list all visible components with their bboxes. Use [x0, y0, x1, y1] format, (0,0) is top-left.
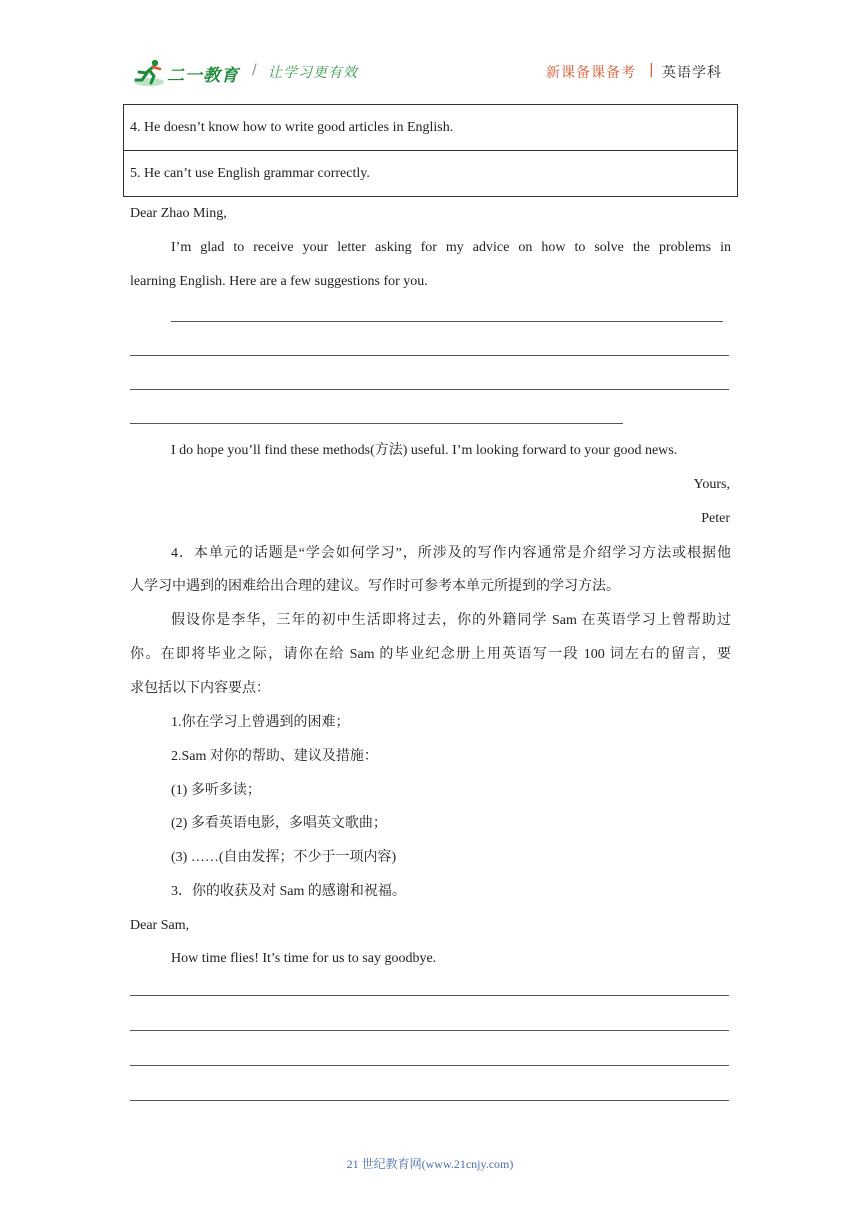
table-cell: 4. He doesn’t know how to write good articles in English. — [124, 105, 738, 151]
task4-point1: 1.你在学习上曾遇到的困难； — [171, 715, 350, 730]
logo — [133, 58, 243, 88]
header-tagline: 新课备课备考 — [546, 65, 636, 81]
answer-line[interactable] — [130, 1100, 729, 1101]
letter1-salutation: Dear Zhao Ming, — [130, 206, 227, 221]
table-row — [124, 105, 738, 151]
letter1-signature: Peter — [701, 511, 730, 526]
task4-intro-line2: 人学习中遇到的困难给出合理的建议。写作时可参考本单元所提到的学习方法。 — [130, 579, 620, 594]
letter2-opening: How time flies! It’s time for us to say goodbye. — [171, 951, 437, 966]
header-subject: 英语学科 — [662, 65, 722, 81]
letter1-signoff: Yours, — [693, 477, 730, 492]
slogan: 让学习更有效 — [268, 65, 358, 81]
answer-line[interactable] — [130, 1065, 729, 1066]
table-cell: 5. He can’t use English grammar correctly. — [124, 151, 738, 197]
answer-line[interactable] — [130, 995, 729, 996]
task4-sub2: (2) 多看英语电影，多唱英文歌曲； — [171, 816, 387, 831]
answer-line[interactable] — [130, 389, 729, 390]
slogan-separator: / — [252, 62, 257, 78]
task4-point2: 2.Sam 对你的帮助、建议及措施： — [171, 749, 378, 764]
answer-line[interactable] — [171, 321, 723, 322]
answer-line[interactable] — [130, 355, 729, 356]
task4-intro-line1: 4．本单元的话题是“学会如何学习”，所涉及的写作内容通常是介绍学习方法或根据他 — [171, 546, 731, 561]
task4-prompt-line1: 假设你是李华，三年的初中生活即将过去，你的外籍同学 Sam 在英语学习上曾帮助过 — [171, 613, 731, 628]
answer-line[interactable] — [130, 1030, 729, 1031]
letter1-body-line1: I’m glad to receive your letter asking for my advice on how to solve the problems in — [171, 240, 731, 255]
header-separator: | — [649, 62, 654, 78]
task4-sub1: (1) 多听多读； — [171, 783, 261, 798]
answer-line[interactable] — [130, 423, 623, 424]
task4-prompt-line2: 你。在即将毕业之际，请你在给 Sam 的毕业纪念册上用英语写一段 100 词左右的留言，要 — [130, 647, 731, 662]
page-footer: 21 世纪教育网(www.21cnjy.com) — [346, 1157, 514, 1171]
task4-point3: 3．你的收获及对 Sam 的感谢和祝福。 — [171, 884, 406, 899]
runner-logo-icon — [133, 58, 167, 88]
problems-table — [123, 104, 738, 197]
task4-prompt-line3: 求包括以下内容要点： — [130, 681, 270, 696]
letter1-body-line2: learning English. Here are a few suggestions for you. — [130, 274, 428, 289]
page-header — [0, 0, 860, 100]
table-row — [124, 151, 738, 197]
letter1-closing: I do hope you’ll find these methods(方法) useful. I’m looking forward to your good news. — [171, 443, 678, 458]
task4-sub3: (3) ……(自由发挥；不少于一项内容) — [171, 850, 397, 865]
logo-text: 二一教育 — [167, 66, 239, 86]
letter2-salutation: Dear Sam, — [130, 918, 190, 933]
